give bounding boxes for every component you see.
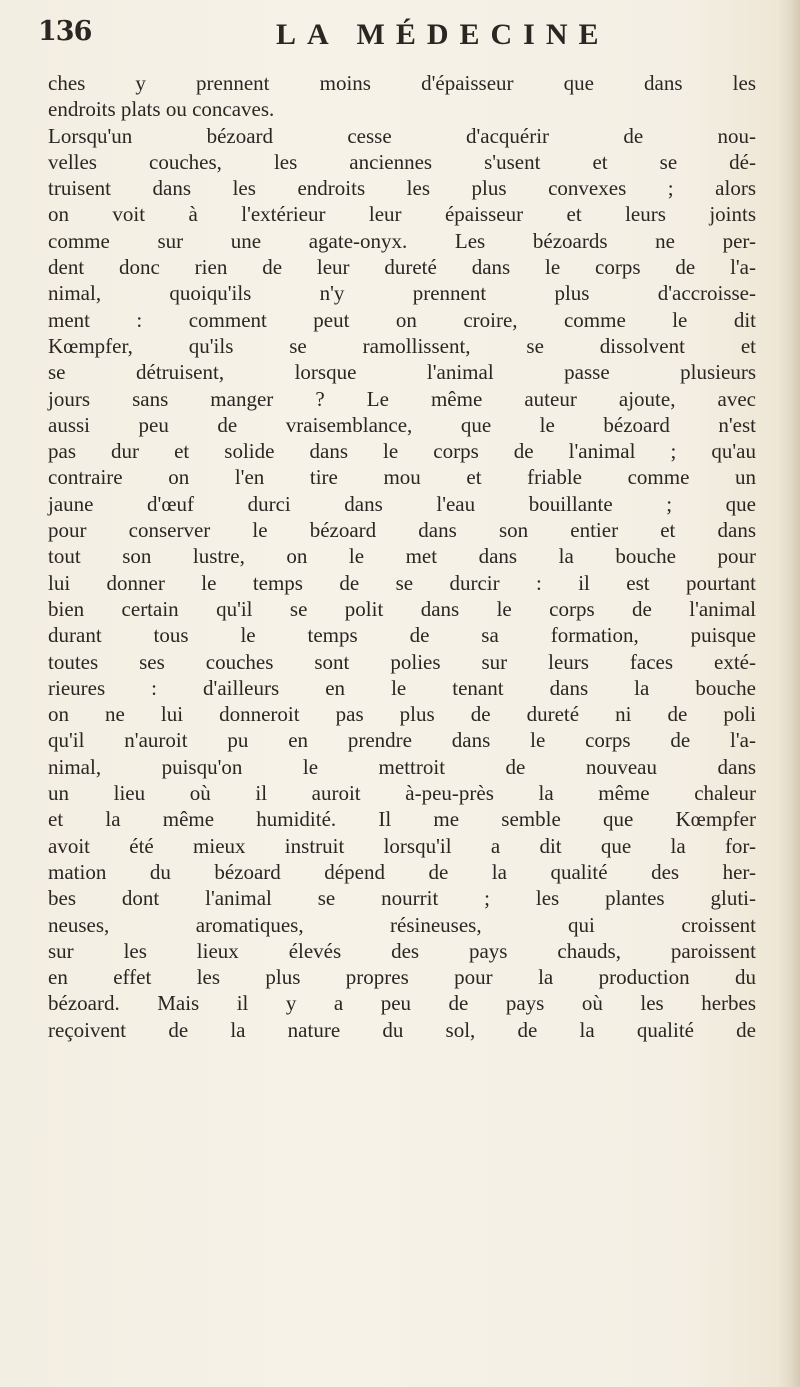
text-line: comme sur une agate-onyx. Les bézoards ne per- bbox=[48, 228, 756, 253]
page-header bbox=[38, 14, 758, 54]
body-text bbox=[48, 70, 756, 1043]
text-line: jours sans manger ? Le même auteur ajoute, avec bbox=[48, 386, 756, 411]
text-line: bézoard. Mais il y a peu de pays où les herbes bbox=[48, 991, 756, 1016]
text-line: un lieu où il auroit à-peu-près la même chaleur bbox=[48, 781, 756, 806]
text-line: en effet les plus propres pour la production du bbox=[48, 965, 756, 990]
text-line: bien certain qu'il se polit dans le corps de l'animal bbox=[48, 596, 756, 621]
text-line: contraire on l'en tire mou et friable comme un bbox=[48, 465, 756, 490]
text-line: pour conserver le bézoard dans son entier et dans bbox=[48, 518, 756, 543]
text-line: reçoivent de la nature du sol, de la qualité de bbox=[48, 1017, 756, 1042]
text-line: rieures : d'ailleurs en le tenant dans la bouche bbox=[48, 675, 756, 700]
text-line: qu'il n'auroit pu en prendre dans le corps de l'a- bbox=[48, 728, 756, 753]
text-line: sur les lieux élevés des pays chauds, paroissent bbox=[48, 938, 756, 963]
text-line: neuses, aromatiques, résineuses, qui croissent bbox=[48, 912, 756, 937]
text-line: Kœmpfer, qu'ils se ramollissent, se dissolvent et bbox=[48, 333, 756, 358]
text-line: durant tous le temps de sa formation, puisque bbox=[48, 623, 756, 648]
text-line: ment : comment peut on croire, comme le dit bbox=[48, 307, 756, 332]
text-line: avoit été mieux instruit lorsqu'il a dit que la for- bbox=[48, 833, 756, 858]
page-number: 136 bbox=[38, 16, 92, 47]
page-edge-shadow bbox=[778, 0, 800, 1387]
text-line: on voit à l'extérieur leur épaisseur et leurs joints bbox=[48, 202, 756, 227]
text-line: Lorsqu'un bézoard cesse d'acquérir de nou- bbox=[48, 123, 756, 148]
text-line: nimal, quoiqu'ils n'y prennent plus d'accroisse- bbox=[48, 281, 756, 306]
text-line: mation du bézoard dépend de la qualité des her- bbox=[48, 859, 756, 884]
text-line: tout son lustre, on le met dans la bouche pour bbox=[48, 544, 756, 569]
text-line: aussi peu de vraisemblance, que le bézoard n'est bbox=[48, 412, 756, 437]
text-line: on ne lui donneroit pas plus de dureté ni de poli bbox=[48, 702, 756, 727]
running-title: LA MÉDECINE bbox=[276, 18, 610, 51]
text-line: bes dont l'animal se nourrit ; les plantes gluti- bbox=[48, 886, 756, 911]
text-line: et la même humidité. Il me semble que Kœmpfer bbox=[48, 807, 756, 832]
text-line: dent donc rien de leur dureté dans le corps de l'a- bbox=[48, 255, 756, 280]
text-line: lui donner le temps de se durcir : il est pourtant bbox=[48, 570, 756, 595]
text-line: endroits plats ou concaves. bbox=[48, 97, 275, 122]
text-line: nimal, puisqu'on le mettroit de nouveau dans bbox=[48, 754, 756, 779]
text-line: ches y prennent moins d'épaisseur que dans les bbox=[48, 71, 756, 95]
text-line: se détruisent, lorsque l'animal passe plusieurs bbox=[48, 360, 756, 385]
text-line: jaune d'œuf durci dans l'eau bouillante ; que bbox=[48, 491, 756, 516]
text-line: pas dur et solide dans le corps de l'animal ; qu'au bbox=[48, 439, 756, 464]
text-line: velles couches, les anciennes s'usent et se dé- bbox=[48, 149, 756, 174]
text-line: truisent dans les endroits les plus convexes ; alors bbox=[48, 176, 756, 201]
text-line: toutes ses couches sont polies sur leurs faces exté- bbox=[48, 649, 756, 674]
